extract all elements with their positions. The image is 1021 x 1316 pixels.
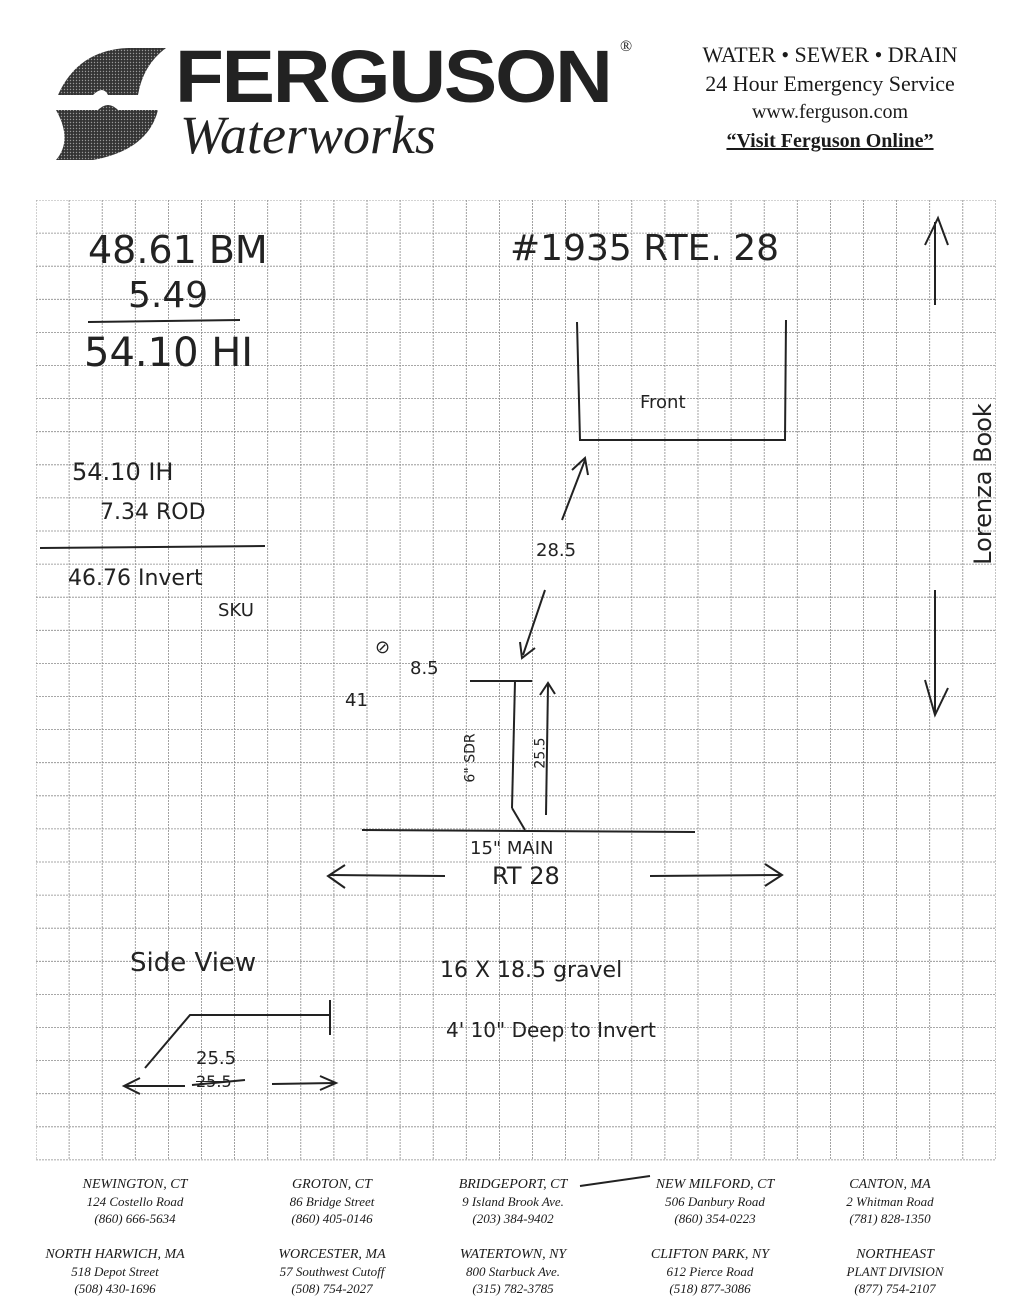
office-northeast-plant	[800, 1246, 990, 1297]
office-city: WORCESTER, MA	[278, 1247, 386, 1262]
offset-8-5: 8.5	[410, 658, 439, 679]
office-phone: (860) 666-5634	[94, 1211, 176, 1226]
website-link[interactable]: www.ferguson.com	[751, 101, 909, 123]
pipe-label: 6" SDR	[462, 733, 479, 783]
office-bridgeport	[418, 1176, 608, 1227]
side-view-label: Side View	[130, 948, 257, 978]
calc2-underline	[40, 546, 265, 548]
office-city: BRIDGEPORT, CT	[458, 1177, 568, 1192]
office-city: GROTON, CT	[292, 1177, 372, 1192]
side-distance: 25.5	[196, 1048, 237, 1069]
office-north-harwich	[20, 1246, 210, 1297]
office-phone: (203) 384-9402	[472, 1211, 554, 1226]
side-distance-struck: 25.5	[196, 1072, 232, 1091]
office-street: 57 Southwest Cutoff	[279, 1264, 385, 1279]
office-clifton-park	[615, 1246, 805, 1297]
office-watertown	[418, 1246, 608, 1297]
calc2-line1: 54.10 IH	[72, 458, 174, 486]
office-new-milford	[620, 1176, 810, 1227]
office-street: PLANT DIVISION	[846, 1264, 944, 1279]
office-city: NEW MILFORD, CT	[655, 1177, 775, 1192]
office-worcester	[237, 1246, 427, 1297]
calc1-underline	[88, 320, 240, 322]
road-arrow-right	[650, 875, 780, 876]
office-city: NORTHEAST	[856, 1247, 934, 1262]
address-label: #1935 RTE. 28	[510, 228, 780, 269]
office-city: WATERTOWN, NY	[459, 1247, 567, 1262]
office-phone: (508) 754-2027	[291, 1281, 373, 1296]
office-street: 518 Depot Street	[71, 1264, 159, 1279]
office-street: 506 Danbury Road	[665, 1194, 765, 1209]
office-street: 612 Pierce Road	[666, 1264, 754, 1279]
calc2-result-note: SKU	[218, 600, 254, 621]
office-canton	[795, 1176, 985, 1227]
office-street: 86 Bridge Street	[289, 1194, 375, 1209]
office-street: 9 Island Brook Ave.	[462, 1194, 564, 1209]
road-arrowhead-left	[328, 865, 345, 888]
office-city: CANTON, MA	[849, 1177, 931, 1192]
visit-online-link[interactable]: “Visit Ferguson Online”	[726, 130, 934, 152]
office-city: NORTH HARWICH, MA	[45, 1247, 185, 1262]
office-newington	[40, 1176, 230, 1227]
office-phone: (877) 754-2107	[854, 1281, 936, 1296]
lateral-bend	[512, 808, 525, 830]
office-street: 800 Starbuck Ave.	[466, 1264, 560, 1279]
cleanout-symbol: ⊘	[375, 637, 391, 658]
office-phone: (518) 877-3086	[669, 1281, 751, 1296]
office-groton	[237, 1176, 427, 1227]
street-arrowhead-up	[925, 218, 948, 245]
registered-mark: ®	[620, 38, 633, 55]
office-city: NEWINGTON, CT	[82, 1177, 188, 1192]
brand-wordmark: FERGUSON	[175, 35, 611, 118]
office-street: 2 Whitman Road	[846, 1194, 934, 1209]
calc1-line2: 5.49	[128, 275, 209, 316]
road-label: RT 28	[492, 862, 560, 890]
arrow-28-5-down	[523, 590, 545, 655]
distance-25-5: 25.5	[532, 737, 549, 769]
distance-28-5: 28.5	[536, 540, 577, 561]
office-city: CLIFTON PARK, NY	[650, 1247, 770, 1262]
main-line	[362, 830, 695, 832]
depth-note: 4' 10" Deep to Invert	[446, 1018, 656, 1042]
road-arrow-left	[330, 875, 445, 876]
front-building-outline	[577, 320, 786, 440]
street-arrowhead-down	[925, 680, 948, 715]
main-label: 15" MAIN	[470, 838, 554, 859]
division-name: Waterworks	[180, 105, 437, 165]
side-street-label: Lorenza Book	[968, 403, 997, 565]
gravel-note: 16 X 18.5 gravel	[440, 958, 623, 983]
office-phone: (315) 782-3785	[472, 1281, 554, 1296]
lateral-pipe	[512, 681, 515, 808]
services-line: WATER • SEWER • DRAIN	[702, 42, 958, 67]
office-phone: (860) 354-0223	[674, 1211, 756, 1226]
label-41: 41	[345, 690, 368, 711]
office-phone: (781) 828-1350	[849, 1211, 931, 1226]
calc2-result: 46.76 Invert	[68, 566, 203, 591]
calc1-result: 54.10 HI	[84, 330, 254, 376]
office-street: 124 Costello Road	[86, 1194, 184, 1209]
office-phone: (860) 405-0146	[291, 1211, 373, 1226]
front-label: Front	[640, 392, 686, 413]
side-view-profile	[145, 1015, 330, 1068]
emergency-line: 24 Hour Emergency Service	[705, 71, 955, 96]
calc2-line2: 7.34 ROD	[100, 500, 206, 525]
office-phone: (508) 430-1696	[74, 1281, 156, 1296]
side-arrow-right	[272, 1083, 335, 1084]
calc1-line1: 48.61 BM	[88, 228, 268, 272]
